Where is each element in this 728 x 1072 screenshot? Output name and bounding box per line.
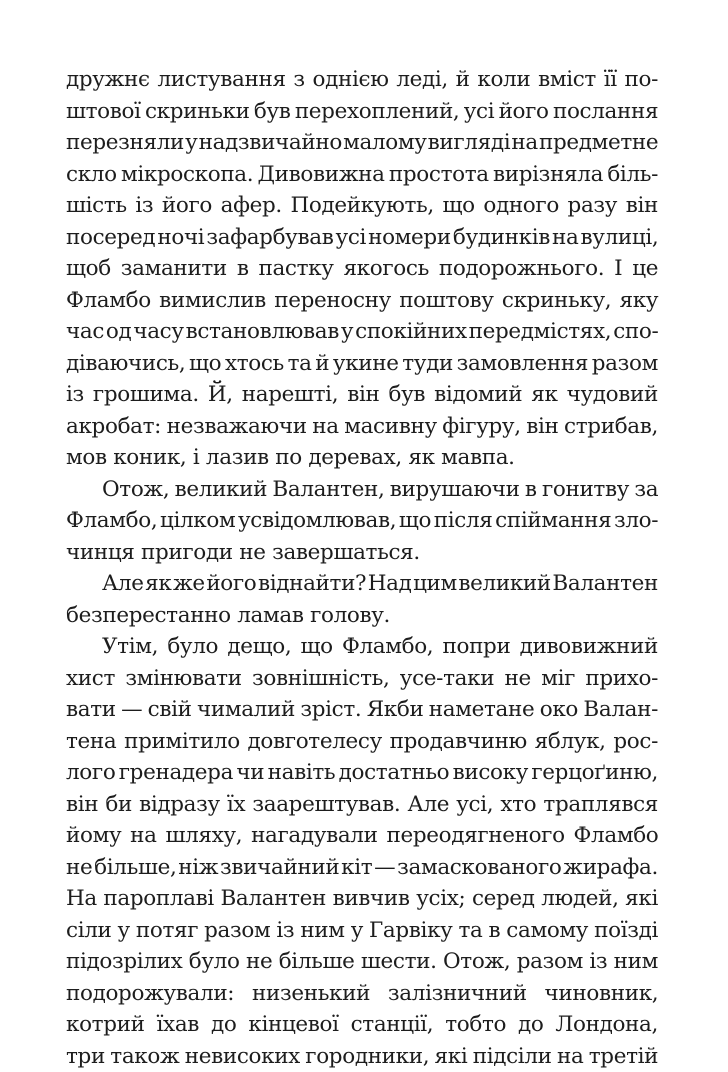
text-line: час од часу встановлював у спокійних передмістях, спо- bbox=[66, 316, 658, 348]
text-line: він би відразу їх заарештував. Але усі, хто траплявся bbox=[66, 789, 658, 821]
text-line: лого гренадера чи навіть достатньо високу герцоґиню, bbox=[66, 757, 658, 789]
text-line: Фламбо, цілком усвідомлював, що після спіймання зло- bbox=[66, 505, 658, 537]
text-line: хист змінювати зовнішність, усе-таки не міг прихо- bbox=[66, 663, 658, 695]
text-line: йому на шляху, нагадували переодягненого Фламбо bbox=[66, 820, 658, 852]
text-line: чинця пригоди не завершаться. bbox=[66, 537, 658, 569]
text-line: щоб заманити в пастку якогось подорожнього. І це bbox=[66, 253, 658, 285]
text-line: діваючись, що хтось та й укине туди замовлення разом bbox=[66, 348, 658, 380]
text-line: вати — свій чималий зріст. Якби наметане око Валан- bbox=[66, 694, 658, 726]
paragraph bbox=[66, 64, 658, 474]
text-line: Утім, було дещо, що Фламбо, попри дивовижний bbox=[66, 631, 658, 663]
text-line: котрий їхав до кінцевої станції, тобто до Лондона, bbox=[66, 1009, 658, 1041]
text-line: три також невисоких городники, які підсіли на третій bbox=[66, 1041, 658, 1072]
text-line: подорожували: низенький залізничний чиновник, bbox=[66, 978, 658, 1010]
text-line: сіли у потяг разом із ним у Гарвіку та в самому поїзді bbox=[66, 915, 658, 947]
text-line: перезняли у надзвичайно малому вигляді на предметне bbox=[66, 127, 658, 159]
text-line: не більше, ніж звичайний кіт — замаскованого жирафа. bbox=[66, 852, 658, 884]
text-line: Але як же його віднайти? Над цим великий Валантен bbox=[66, 568, 658, 600]
text-line: посеред ночі зафарбував усі номери будинків на вулиці, bbox=[66, 222, 658, 254]
text-line: мов коник, і лазив по деревах, як мавпа. bbox=[66, 442, 658, 474]
text-line: шість із його афер. Подейкують, що одного разу він bbox=[66, 190, 658, 222]
text-line: із грошима. Й, нарешті, він був відомий як чудовий bbox=[66, 379, 658, 411]
text-line: підозрілих було не більше шести. Отож, разом із ним bbox=[66, 946, 658, 978]
paragraph bbox=[66, 568, 658, 631]
text-line: дружнє листування з однією леді, й коли вміст її по- bbox=[66, 64, 658, 96]
text-line: Отож, великий Валантен, вирушаючи в гонитву за bbox=[66, 474, 658, 506]
text-line: скло мікроскопа. Дивовижна простота вирізняла біль- bbox=[66, 159, 658, 191]
text-line: акробат: незважаючи на масивну фігуру, він стрибав, bbox=[66, 411, 658, 443]
body-text bbox=[66, 64, 658, 1072]
text-line: На пароплаві Валантен вивчив усіх; серед людей, які bbox=[66, 883, 658, 915]
paragraph bbox=[66, 474, 658, 569]
text-line: штової скриньки був перехоплений, усі його послання bbox=[66, 96, 658, 128]
text-line: безперестанно ламав голову. bbox=[66, 600, 658, 632]
paragraph bbox=[66, 631, 658, 1072]
text-line: тена примітило довготелесу продавчиню яблук, рос- bbox=[66, 726, 658, 758]
text-line: Фламбо вимислив переносну поштову скриньку, яку bbox=[66, 285, 658, 317]
